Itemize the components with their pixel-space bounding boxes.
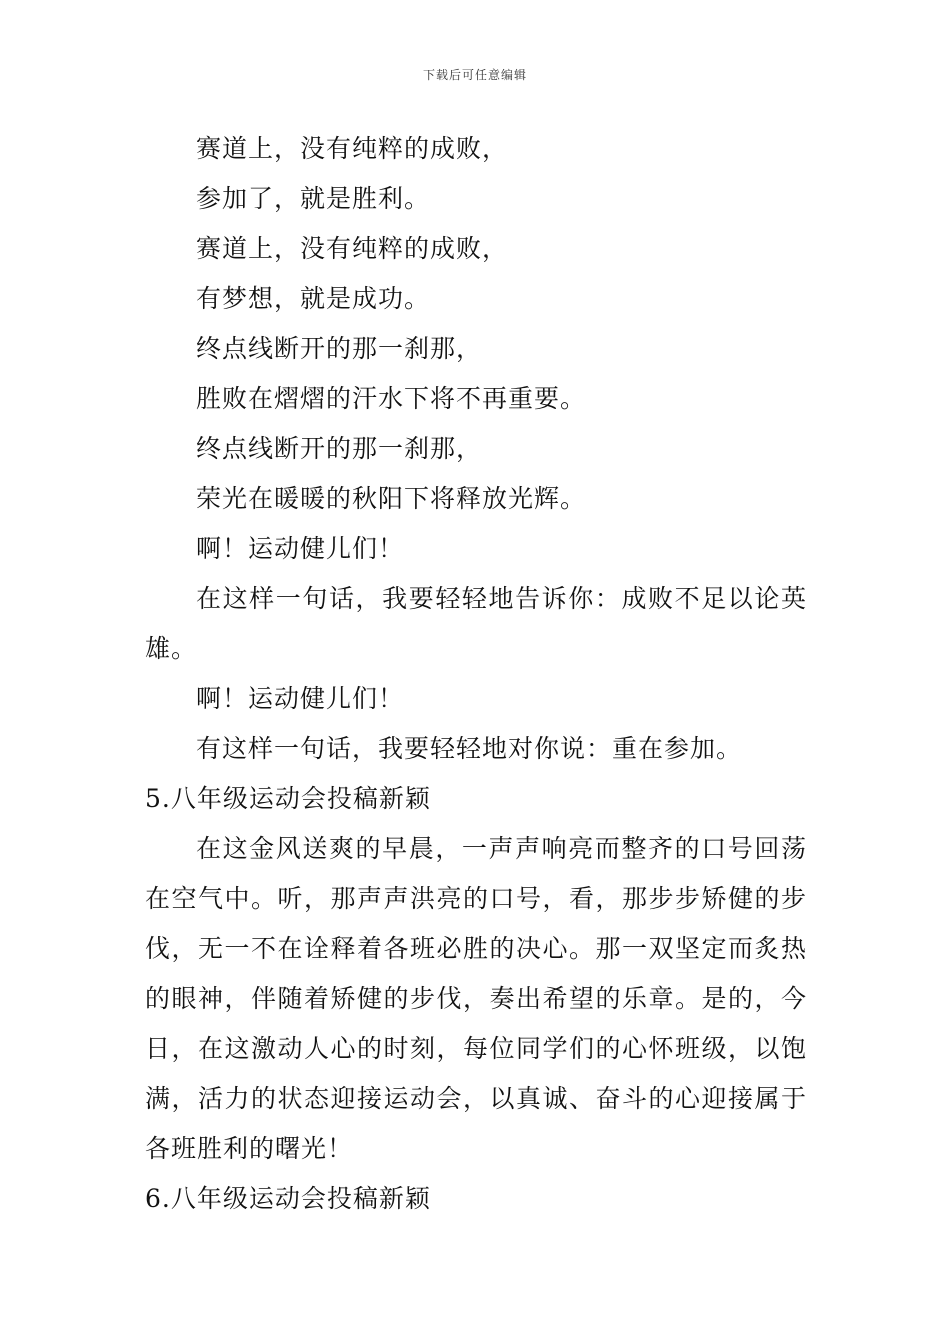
poem-line: 有这样一句话，我要轻轻地对你说：重在参加。 [196, 734, 743, 763]
section-5-title: 5.八年级运动会投稿新颖 [145, 784, 431, 813]
section-5-body: 在这金风送爽的早晨，一声声响亮而整齐的口号回荡在空气中。听，那声声洪亮的口号，看，那步步矫健的步伐，无一不在诠释着各班必胜的决心。那一双坚定而炙热的眼神，伴随着矫健的步伐，奏出希望的乐章。是的，今日，在这激动人心的时刻，每位同学们的心怀班级，以饱满，活力的状态迎接运动会，以真诚、奋斗的心迎接属于各班胜利的曙光！ [145, 834, 807, 1163]
paragraph-heroes: 在这样一句话，我要轻轻地告诉你：成败不足以论英雄。 [145, 584, 807, 663]
poem-line: 荣光在暖暖的秋阳下将释放光辉。 [196, 484, 587, 513]
poem-line: 胜败在熠熠的汗水下将不再重要。 [196, 384, 587, 413]
poem-line: 有梦想，就是成功。 [196, 284, 431, 313]
poem-line: 参加了，就是胜利。 [196, 184, 431, 213]
poem-line: 终点线断开的那一刹那， [196, 334, 483, 363]
poem-line: 终点线断开的那一刹那， [196, 434, 483, 463]
poem-line: 赛道上，没有纯粹的成败， [196, 134, 509, 163]
document-body [145, 124, 807, 1224]
poem-line: 啊！运动健儿们！ [196, 684, 405, 713]
section-6-title: 6.八年级运动会投稿新颖 [145, 1184, 431, 1213]
poem-line: 赛道上，没有纯粹的成败， [196, 234, 509, 263]
page-header-note: 下载后可任意编辑 [422, 68, 527, 82]
poem-line: 啊！运动健儿们！ [196, 534, 405, 563]
